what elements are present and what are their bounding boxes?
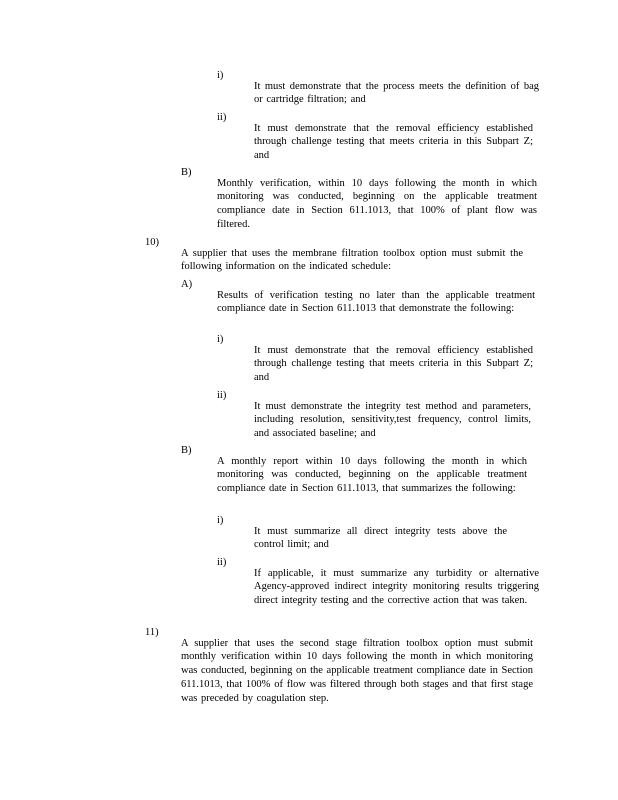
item-text: Monthly verification, within 10 days following the month in which monitoring was conducted, beginning on the applicable treatment compliance date in Section 611.1013, that 100% of plant flow was filtered. bbox=[217, 177, 537, 230]
item-label: ii) bbox=[217, 557, 227, 568]
item-label: B) bbox=[181, 445, 192, 456]
item-text: It must demonstrate that the process meets the definition of bag or cartridge filtration; and bbox=[254, 80, 539, 106]
item-label: i) bbox=[217, 515, 224, 526]
item-text: It must demonstrate that the removal efficiency established through challenge testing that meets criteria in this Subpart Z; and bbox=[254, 344, 533, 384]
item-text: If applicable, it must summarize any turbidity or alternative Agency-approved indirect integrity monitoring results triggering direct integrity testing and the corrective action that was taken. bbox=[254, 567, 539, 607]
item-label: A) bbox=[181, 279, 193, 290]
item-text: A monthly report within 10 days following the month in which monitoring was conducted, beginning on the applicable treatment compliance date in Section 611.1013, that summarizes the following: bbox=[217, 455, 527, 495]
item-label: ii) bbox=[217, 112, 227, 123]
item-text: It must demonstrate that the removal efficiency established through challenge testing that meets criteria in this Subpart Z; and bbox=[254, 122, 533, 162]
item-label: i) bbox=[217, 334, 224, 345]
item-label: i) bbox=[217, 70, 224, 81]
item-label: 10) bbox=[145, 237, 159, 248]
item-text: A supplier that uses the second stage filtration toolbox option must submit monthly verification within 10 days following the month in which monitoring was conducted, beginning on the applicable treatment compliance date in Section 611.1013, that 100% of flow was filtered through both stages and that first stage was preceded by coagulation step. bbox=[181, 637, 534, 704]
item-label: B) bbox=[181, 167, 192, 178]
item-label: 11) bbox=[145, 627, 159, 638]
item-text: A supplier that uses the membrane filtration toolbox option must submit the following information on the indicated schedule: bbox=[181, 247, 523, 273]
item-text: It must demonstrate the integrity test method and parameters, including resolution, sensitivity,test frequency, control limits, and associated baseline; and bbox=[254, 400, 531, 440]
item-text: It must summarize all direct integrity tests above the control limit; and bbox=[254, 525, 507, 551]
item-text: Results of verification testing no later than the applicable treatment compliance date in Section 611.1013 that demonstrate the following: bbox=[217, 289, 535, 315]
item-label: ii) bbox=[217, 390, 227, 401]
